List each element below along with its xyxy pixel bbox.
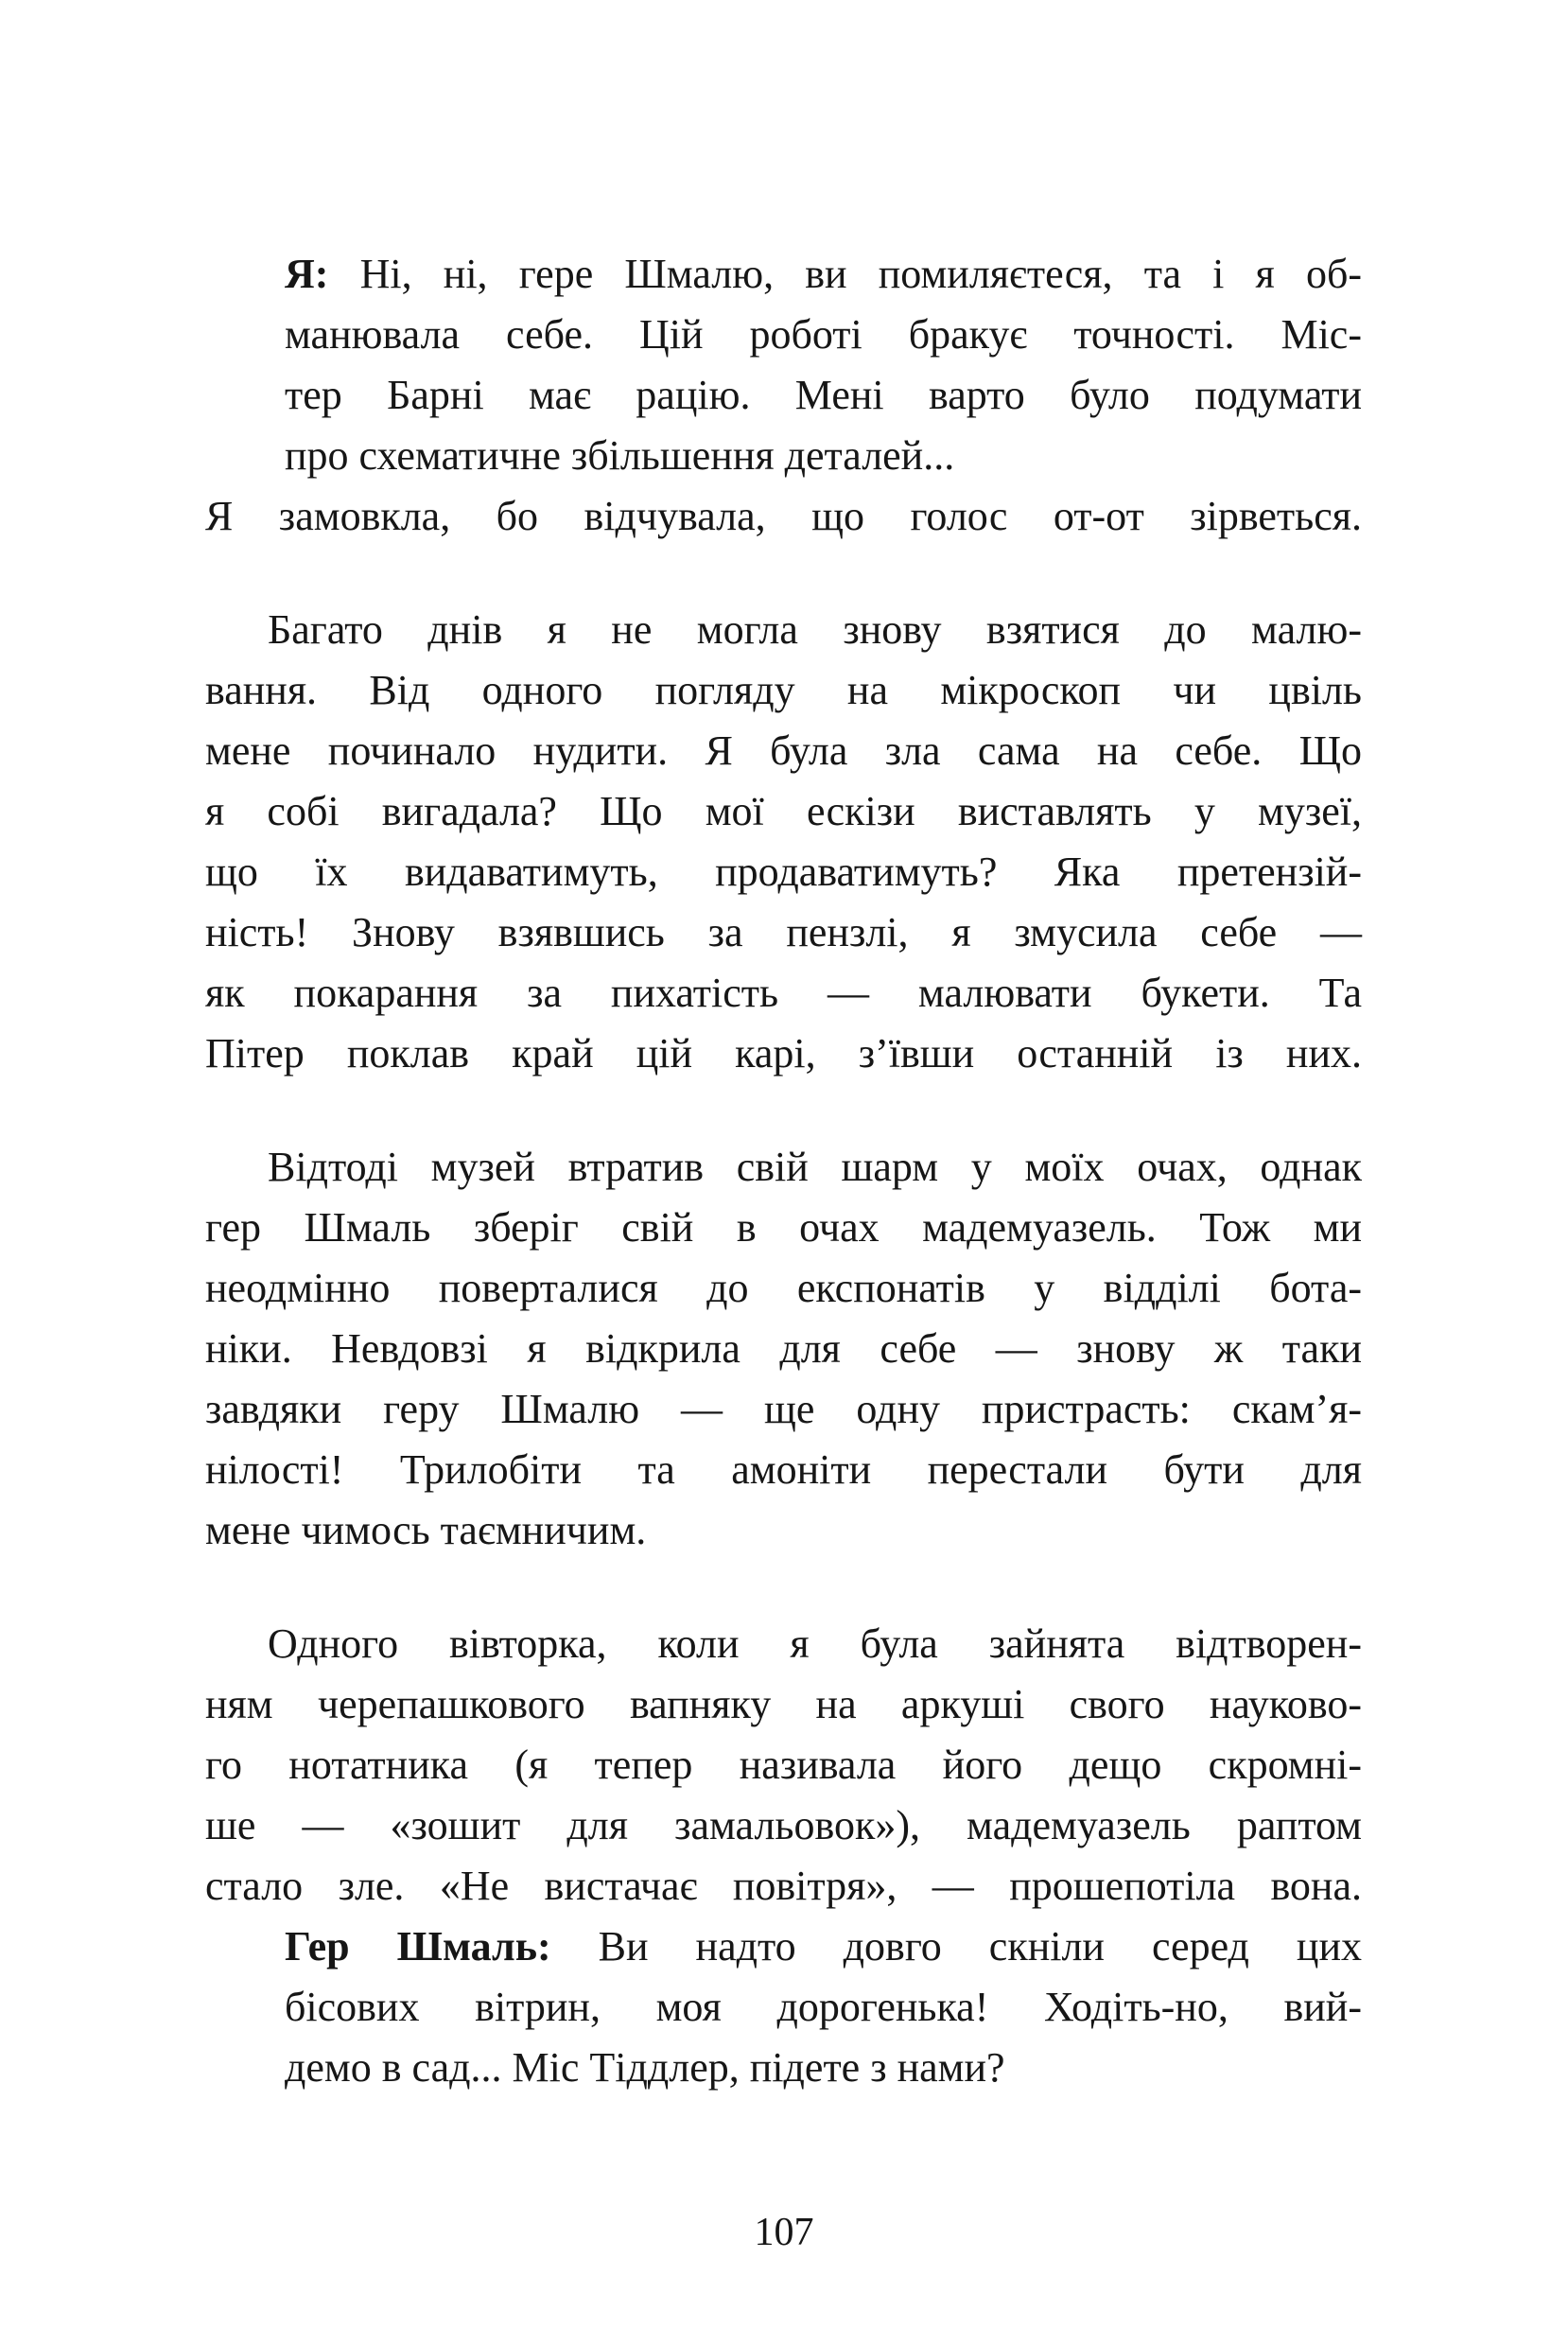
text-line: ше — «зошит для замальовок»), мадемуазель раптом xyxy=(205,1802,1362,1848)
paragraph-tuesday xyxy=(205,1614,1362,1917)
text-line: демо в сад... Міс Тіддлер, підете з нами? xyxy=(285,2044,1005,2091)
text-line: Пітер поклав край цій карі, з’ївши останній із них. xyxy=(205,1030,1362,1077)
text-line: про схематичне збільшення деталей... xyxy=(285,432,955,479)
text-line: Відтоді музей втратив свій шарм у моїх очах, однак xyxy=(268,1144,1362,1190)
text-line: ність! Знову взявшись за пензлі, я змусила себе — xyxy=(205,909,1362,955)
dialogue-ya xyxy=(285,244,1362,486)
text-line: Я замовкла, бо відчувала, що голос от-от зірветься. xyxy=(205,493,1362,539)
text-line: завдяки геру Шмалю — ще одну пристрасть: скам’я- xyxy=(205,1386,1362,1432)
text-line: ням черепашкового вапняку на аркуші свого науково- xyxy=(205,1681,1362,1727)
text-line: го нотатника (я тепер називала його дещо скромні- xyxy=(205,1742,1362,1788)
text-line: як покарання за пихатість — малювати букети. Та xyxy=(205,970,1362,1016)
text-line: Я: Ні, ні, гере Шмалю, ви помиляєтеся, та і я об- xyxy=(285,251,1362,297)
text-line: бісових вітрин, моя дорогенька! Ходіть-но, вий- xyxy=(285,1984,1362,2030)
text-line: стало зле. «Не вистачає повітря», — прошепотіла вона. xyxy=(205,1863,1362,1909)
text-line: нілості! Трилобіти та амоніти перестали бути для xyxy=(205,1446,1362,1493)
narration-after-dialogue xyxy=(205,486,1362,547)
text-line: мене починало нудити. Я була зла сама на себе. Що xyxy=(205,727,1362,774)
text-line: Одного вівторка, коли я була зайнята відтворен- xyxy=(268,1620,1362,1667)
text-line: Гер Шмаль: Ви надто довго скніли серед цих xyxy=(285,1923,1363,1970)
paragraph-many-days xyxy=(205,600,1362,1084)
text-line: тер Барні має рацію. Мені варто було подумати xyxy=(285,372,1362,418)
text-line: вання. Від одного погляду на мікроскоп чи цвіль xyxy=(205,667,1362,713)
text-line: Багато днів я не могла знову взятися до малю- xyxy=(268,606,1362,653)
paragraph-museum xyxy=(205,1137,1362,1561)
text-line: неодмінно поверталися до експонатів у відділі бота- xyxy=(205,1265,1362,1311)
text-line: що їх видаватимуть, продаватимуть? Яка претензій- xyxy=(205,849,1362,895)
text-line: мене чимось таємничим. xyxy=(205,1507,647,1553)
text-line: манювала себе. Цій роботі бракує точності. Міс- xyxy=(285,311,1362,358)
text-block xyxy=(205,244,1362,2098)
text-line: я собі вигадала? Що мої ескізи виставлять у музеї, xyxy=(205,788,1362,834)
dialogue-herr-schmal xyxy=(285,1917,1362,2098)
speaker-label: Я: xyxy=(285,251,329,297)
text-line: ніки. Невдовзі я відкрила для себе — знову ж таки xyxy=(205,1325,1362,1372)
page-number: 107 xyxy=(754,2211,814,2254)
text-line: гер Шмаль зберіг свій в очах мадемуазель. Тож ми xyxy=(205,1204,1362,1251)
speaker-label: Гер Шмаль: xyxy=(285,1923,551,1970)
